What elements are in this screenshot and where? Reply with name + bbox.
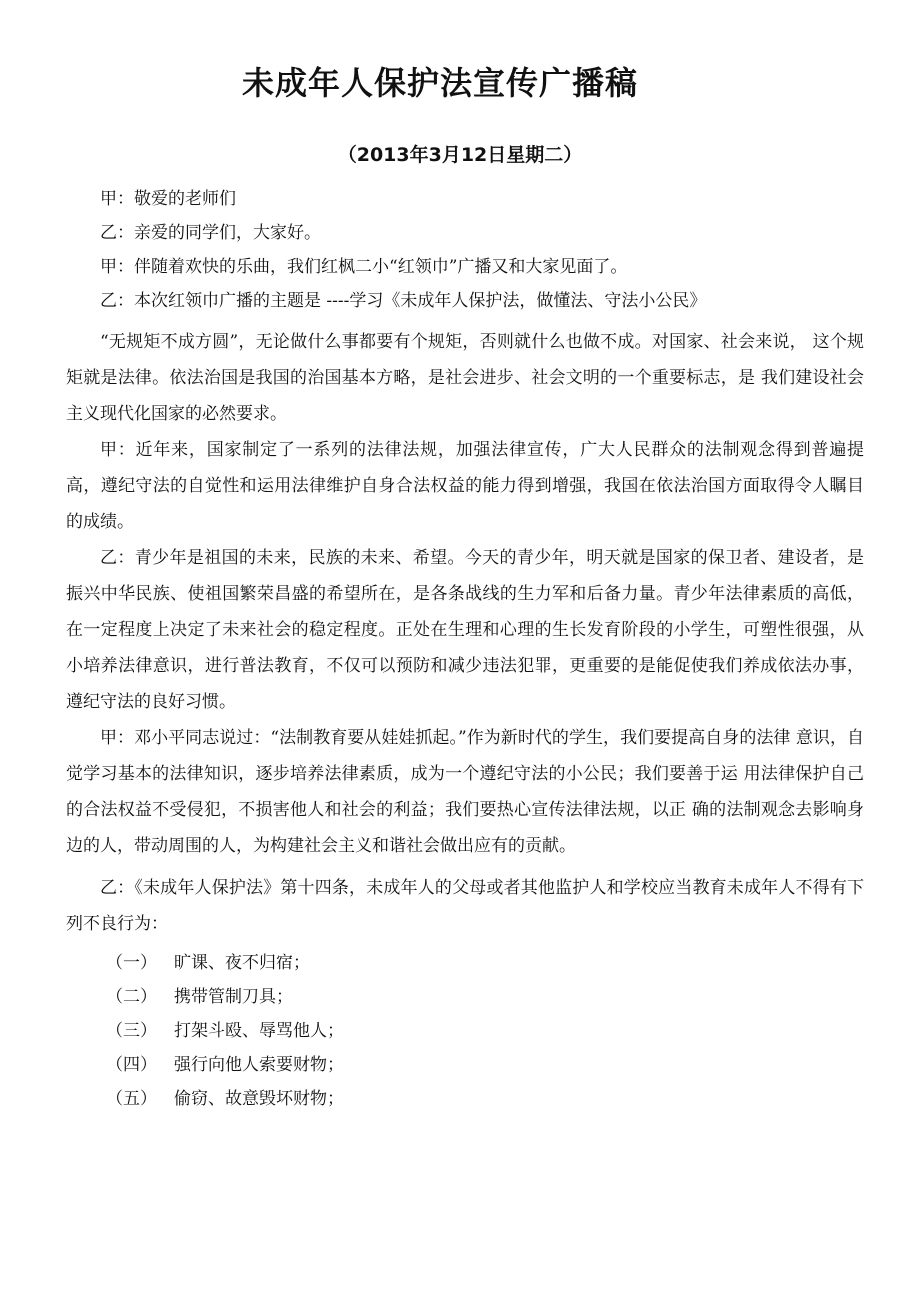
- list-item-number: （四）: [106, 1055, 157, 1075]
- list-item-number: （五）: [106, 1089, 157, 1109]
- opening-line: 乙：本次红领巾广播的主题是 ----学习《未成年人保护法，做懂法、守法小公民》: [100, 291, 707, 311]
- paragraph-jia-1: 甲：近年来，国家制定了一系列的法律法规，加强法律宣传，广大人民群众的法制观念得到普遍提高，遵纪守法的自觉性和运用法律维护自身合法权益的能力得到增强，我国在依法治国方面取得令人瞩目的成绩。: [66, 440, 864, 532]
- list-item: [66, 1084, 864, 1118]
- list-item-text: 打架斗殴、辱骂他人；: [174, 1021, 344, 1041]
- list-item-text: 旷课、夜不归宿；: [174, 953, 310, 973]
- list-item: [66, 1016, 864, 1050]
- paragraph-rules: “无规矩不成方圆”，无论做什么事都要有个规矩，否则就什么也做不成。对国家、社会来说， 这个规矩就是法律。依法治国是我国的治国基本方略，是社会进步、社会文明的一个重要标志，是 我们建设社会主义现代化国家的必然要求。: [66, 332, 864, 424]
- document-title: 未成年人保护法宣传广播稿: [241, 64, 638, 102]
- list-item-text: 强行向他人索要财物；: [174, 1055, 344, 1075]
- behavior-list: [66, 948, 864, 1118]
- opening-line: 甲：敬爱的老师们: [100, 189, 236, 209]
- opening-line: 甲：伴随着欢快的乐曲，我们红枫二小“红领巾”广播又和大家见面了。: [100, 257, 628, 277]
- list-item: [66, 948, 864, 982]
- document-date: （2013年3月12日星期二）: [337, 144, 583, 166]
- list-item: [66, 982, 864, 1016]
- document-body: [66, 184, 864, 1118]
- paragraph-yi-2: 乙：《未成年人保护法》第十四条，未成年人的父母或者其他监护人和学校应当教育未成年人不得有下列不良行为：: [66, 878, 864, 934]
- list-item-number: （一）: [106, 953, 157, 973]
- list-item-number: （三）: [106, 1021, 157, 1041]
- list-item: [66, 1050, 864, 1084]
- list-item-text: 偷窃、故意毁坏财物；: [174, 1089, 344, 1109]
- opening-line: 乙：亲爱的同学们，大家好。: [100, 223, 321, 243]
- paragraph-jia-2: 甲：邓小平同志说过：“法制教育要从娃娃抓起。”作为新时代的学生，我们要提高自身的法律 意识，自觉学习基本的法律知识，逐步培养法律素质，成为一个遵纪守法的小公民；我们要善于运 用法律保护自己的合法权益不受侵犯，不损害他人和社会的利益；我们要热心宣传法律法规，以正 确的法制观念去影响身边的人，带动周围的人，为构建社会主义和谐社会做出应有的贡献。: [66, 728, 864, 856]
- list-item-number: （二）: [106, 987, 157, 1007]
- list-item-text: 携带管制刀具；: [174, 987, 293, 1007]
- paragraph-yi-1: 乙：青少年是祖国的未来，民族的未来、希望。今天的青少年，明天就是国家的保卫者、建设者，是振兴中华民族、使祖国繁荣昌盛的希望所在，是各条战线的生力军和后备力量。青少年法律素质的高低，在一定程度上决定了未来社会的稳定程度。正处在生理和心理的生长发育阶段的小学生，可塑性很强，从小培养法律意识，进行普法教育，不仅可以预防和减少违法犯罪，更重要的是能促使我们养成依法办事，遵纪守法的良好习惯。: [66, 548, 864, 712]
